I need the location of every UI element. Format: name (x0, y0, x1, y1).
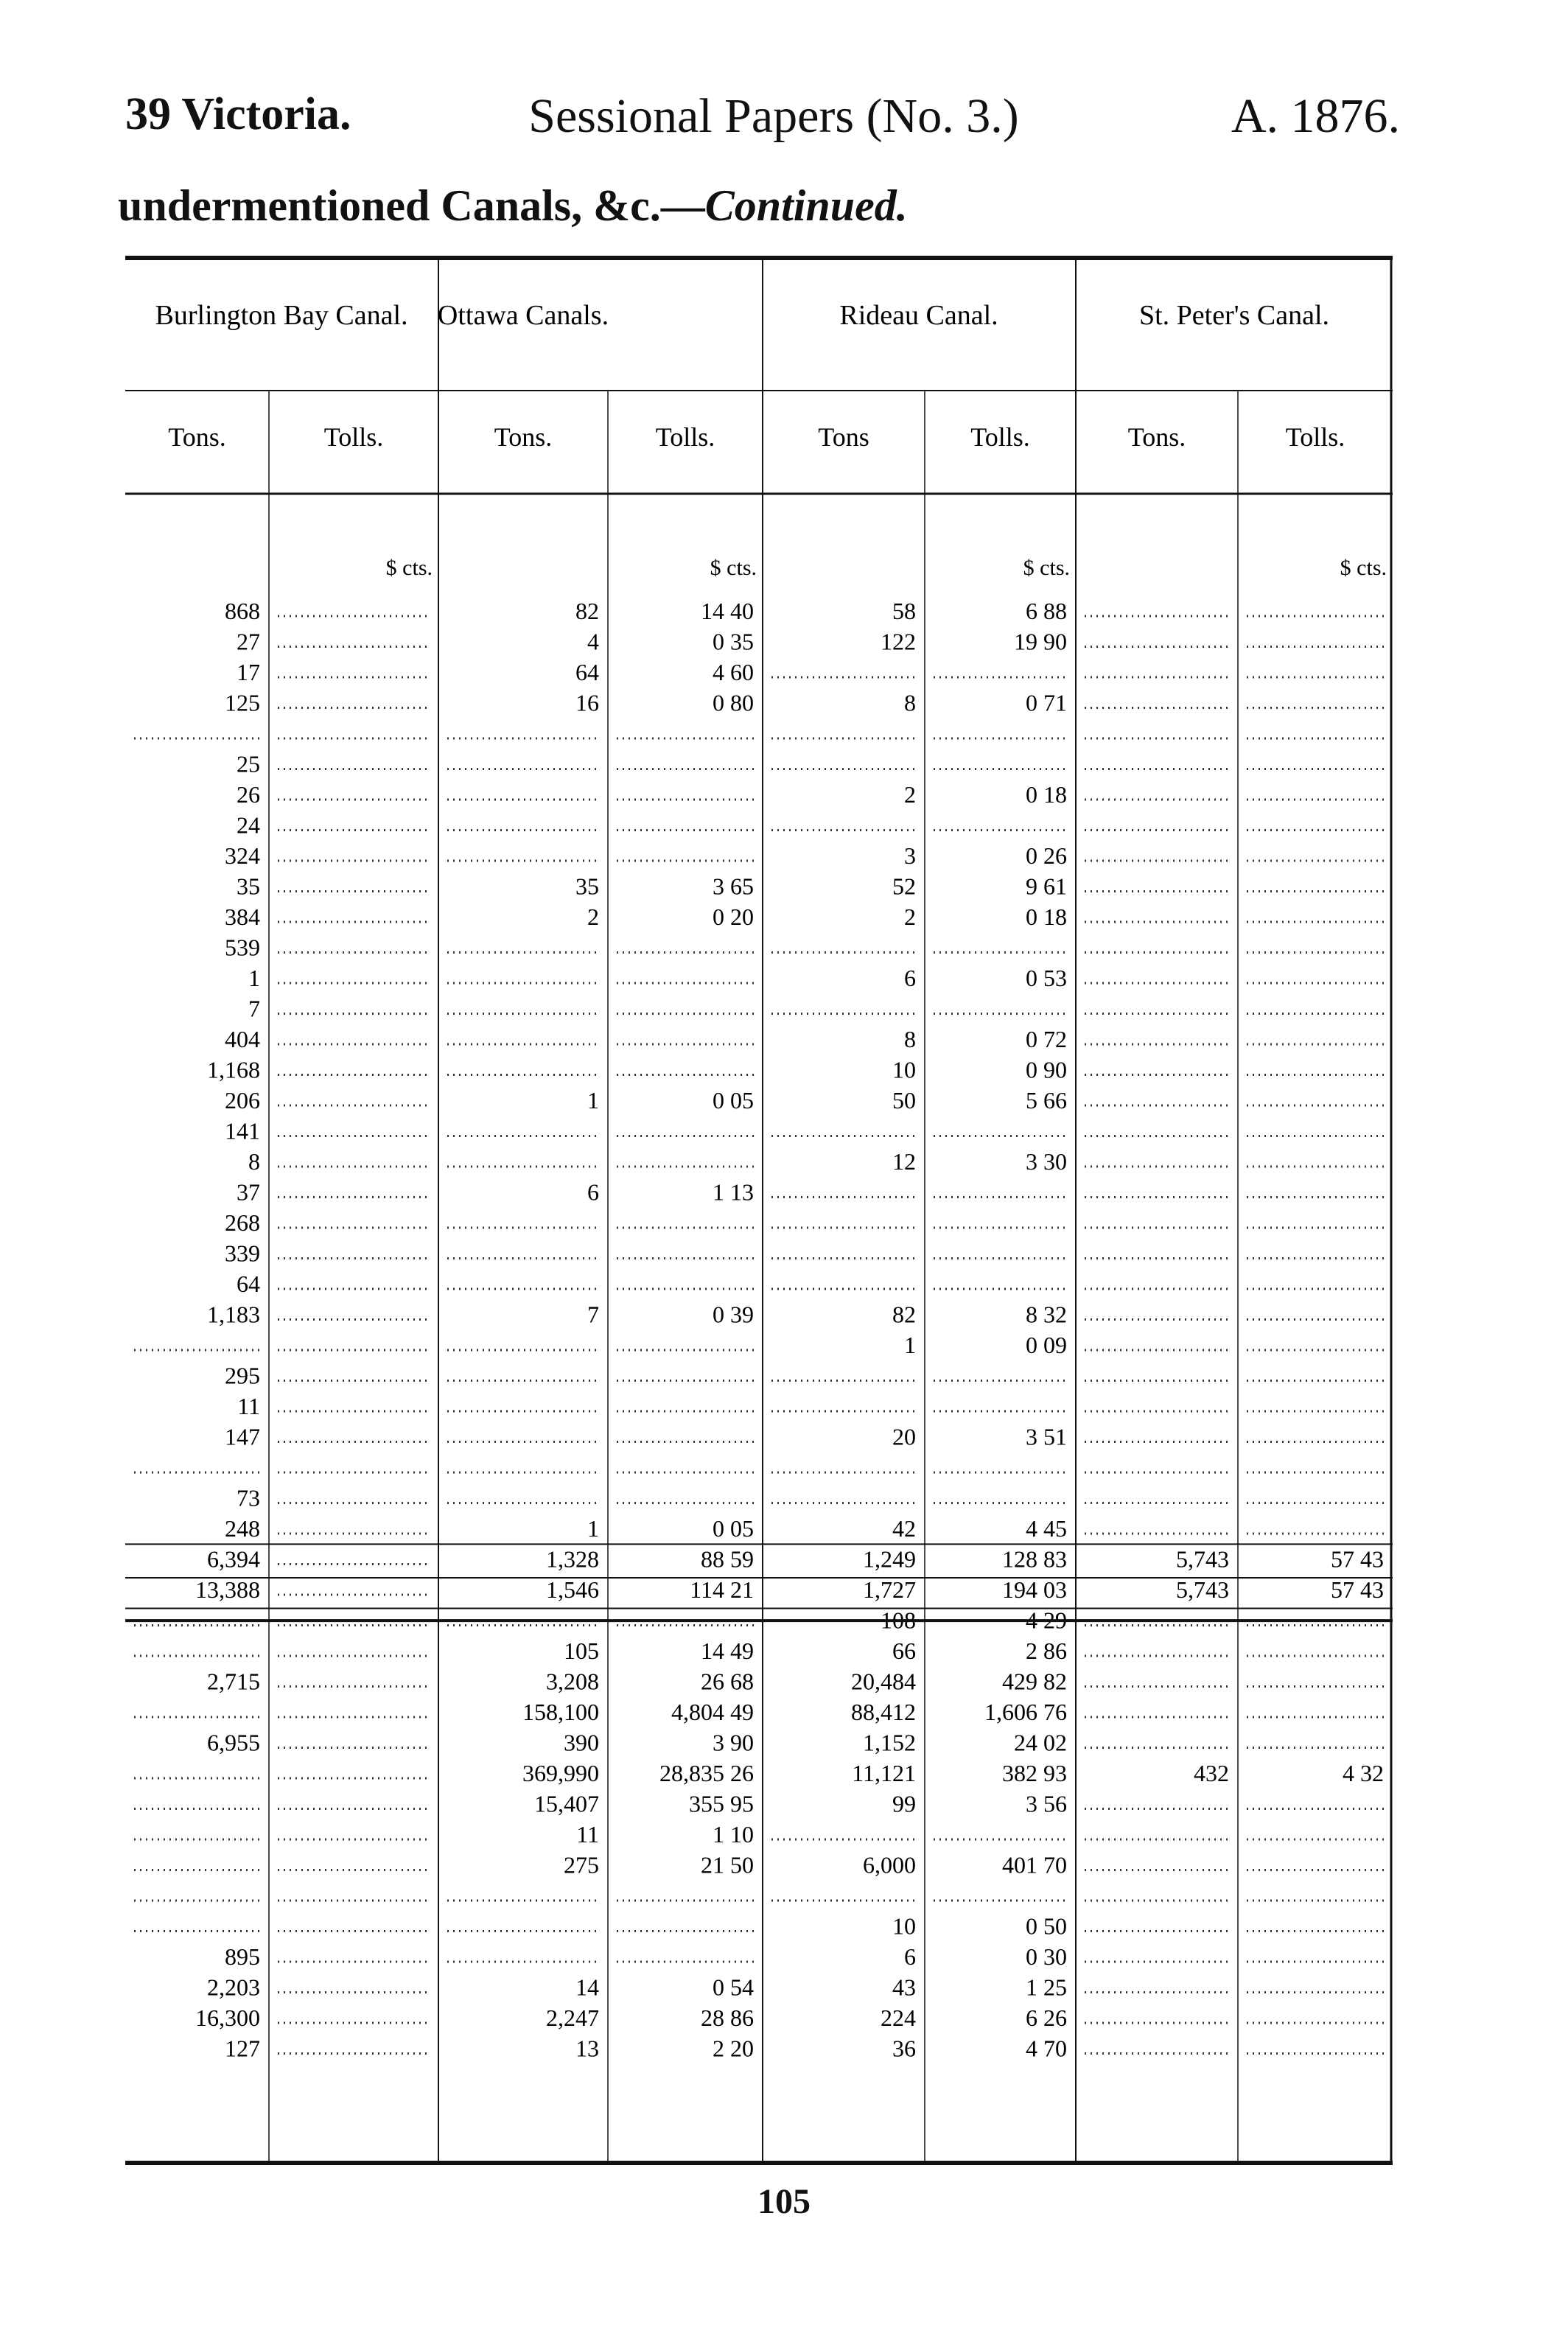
table-cell: 1,328 (546, 1545, 599, 1573)
table-cell: 6 26 (1026, 2004, 1067, 2031)
table-cell: 66 (892, 1637, 916, 1664)
table-cell: 1,546 (546, 1576, 599, 1603)
table-cell: 8 (248, 1148, 260, 1175)
table-cell: 1,152 (863, 1729, 916, 1756)
table-cell: 64 (575, 659, 599, 685)
subtitle-main: undermentioned Canals, &c.— (118, 181, 705, 230)
table-cell: 12 (892, 1148, 916, 1175)
group-header: St. Peter's Canal. (1138, 300, 1330, 331)
column-header: Tolls. (323, 422, 384, 452)
table-cell: 355 95 (689, 1790, 754, 1817)
table-cell: 10 (892, 1056, 916, 1083)
table-cell: 24 02 (1014, 1729, 1067, 1756)
table-cell: 25 (237, 750, 260, 777)
table-cell: 99 (892, 1790, 916, 1817)
table-cell: 868 (225, 598, 260, 624)
table-cell: 6 (904, 1943, 916, 1970)
table-cell: 7 (587, 1301, 599, 1328)
table-cell: 1,249 (863, 1545, 916, 1573)
table-cell: 57 43 (1331, 1545, 1384, 1573)
table-cell: 275 (564, 1851, 599, 1878)
table-cell: 2 (587, 903, 599, 930)
table-cell: 8 32 (1026, 1301, 1067, 1328)
table-cell: 248 (225, 1515, 260, 1542)
table-cell: 0 71 (1026, 689, 1067, 716)
table-cell: 0 18 (1026, 781, 1067, 808)
table-cell: 43 (892, 1974, 916, 2001)
table-cell: 50 (892, 1087, 916, 1114)
table-cell: 339 (225, 1240, 260, 1267)
table-cell: 0 54 (713, 1974, 754, 2001)
table-cell: 14 49 (701, 1637, 754, 1664)
table-cell: 382 93 (1002, 1760, 1067, 1786)
column-header: Tons. (494, 422, 553, 452)
table-cell: 1 (587, 1087, 599, 1114)
table-cell: 128 83 (1002, 1545, 1067, 1573)
table-cell: 2 20 (713, 2035, 754, 2062)
table-cell: 21 50 (701, 1851, 754, 1878)
table-cell: 5,743 (1176, 1576, 1229, 1603)
table-cell: 0 05 (713, 1515, 754, 1542)
table-cell: 3 56 (1026, 1790, 1067, 1817)
table-cell: 5,743 (1176, 1545, 1229, 1573)
table-cell: 8 (904, 1026, 916, 1052)
table-cell: 3 90 (713, 1729, 754, 1756)
table-cell: 4 32 (1343, 1760, 1384, 1786)
table-cell: 82 (575, 598, 599, 624)
table-cell: 73 (237, 1484, 260, 1511)
table-cell: 82 (892, 1301, 916, 1328)
table-cell: 0 20 (713, 903, 754, 930)
column-header: Tons (818, 422, 869, 452)
table-cell: 16 (575, 689, 599, 716)
table-cell: 4,804 49 (671, 1699, 754, 1725)
header-year: A. 1876. (1231, 89, 1400, 143)
table-cell: 0 09 (1026, 1332, 1067, 1358)
table-cell: 1 (904, 1332, 916, 1358)
table-cell: 1,183 (207, 1301, 260, 1328)
table-cell: 3,208 (546, 1668, 599, 1695)
table-cell: 4 (587, 628, 599, 655)
table-cell: 384 (225, 903, 260, 930)
table-cell: 2,247 (546, 2004, 599, 2031)
table-cell: 42 (892, 1515, 916, 1542)
table-cell: 8 (904, 689, 916, 716)
table-cell: 1,168 (207, 1056, 260, 1083)
table-cell: 13 (575, 2035, 599, 2062)
table-cell: 57 43 (1331, 1576, 1384, 1603)
table-cell: 401 70 (1002, 1851, 1067, 1878)
table-cell: 6,394 (207, 1545, 260, 1573)
table-cell: 64 (237, 1270, 260, 1297)
table-cell: 158,100 (522, 1699, 599, 1725)
table-cell: 1 10 (713, 1821, 754, 1848)
table-cell: 429 82 (1002, 1668, 1067, 1695)
column-header: Tolls. (970, 422, 1030, 452)
table-cell: 7 (248, 995, 260, 1022)
table-cell: 125 (225, 689, 260, 716)
group-header: Ottawa Canals. (437, 300, 609, 331)
table-cell: 2 86 (1026, 1637, 1067, 1664)
table-cell: 432 (1194, 1760, 1229, 1786)
table-cell: 20,484 (851, 1668, 916, 1695)
table-cell: 1,727 (863, 1576, 916, 1603)
table-cell: 11 (576, 1821, 599, 1848)
table-cell: 3 65 (713, 873, 754, 900)
column-header: Tons. (168, 422, 226, 452)
table-cell: 16,300 (195, 2004, 260, 2031)
table-cell: 324 (225, 842, 260, 869)
table-cell: 0 26 (1026, 842, 1067, 869)
table-cell: 9 61 (1026, 873, 1067, 900)
column-header: Tons. (1127, 422, 1186, 452)
table-cell: 11,121 (852, 1760, 916, 1786)
table-cell: 36 (892, 2035, 916, 2062)
table-cell: 5 66 (1026, 1087, 1067, 1114)
table-cell: 15,407 (534, 1790, 599, 1817)
currency-unit-label: $ cts. (1023, 556, 1070, 580)
table-cell: 194 03 (1002, 1576, 1067, 1603)
table-cell: 295 (225, 1362, 260, 1389)
table-cell: 37 (237, 1178, 260, 1206)
currency-unit-label: $ cts. (710, 556, 757, 580)
table-cell: 539 (225, 934, 260, 961)
table-cell: 3 30 (1026, 1148, 1067, 1175)
table-cell: 114 21 (690, 1576, 754, 1603)
table-cell: 6 88 (1026, 598, 1067, 624)
column-header: Tolls. (1285, 422, 1345, 452)
column-header: Tolls. (655, 422, 715, 452)
table-cell: 268 (225, 1209, 260, 1236)
table-cell: 127 (225, 2035, 260, 2062)
table-cell: 24 (237, 811, 260, 839)
table-cell: 17 (237, 659, 260, 685)
table-cell: 122 (881, 628, 916, 655)
table-cell: 369,990 (522, 1760, 599, 1786)
table-cell: 14 (575, 1974, 599, 2001)
table-cell: 141 (225, 1117, 260, 1144)
table-cell: 6 (587, 1178, 599, 1206)
table-cell: 27 (237, 628, 260, 655)
table-cell: 4 45 (1026, 1515, 1067, 1542)
table-cell: 10 (892, 1912, 916, 1940)
table-cell: 1 25 (1026, 1974, 1067, 2001)
table-cell: 404 (225, 1026, 260, 1052)
table-cell: 2,203 (207, 1974, 260, 2001)
table-cell: 0 90 (1026, 1056, 1067, 1083)
table-cell: 0 39 (713, 1301, 754, 1328)
table-cell: 206 (225, 1087, 260, 1114)
table-cell: 1 (587, 1515, 599, 1542)
page-number: 105 (757, 2182, 811, 2221)
header-volume: 39 Victoria. (125, 89, 351, 139)
table-cell: 2 (904, 903, 916, 930)
currency-unit-label: $ cts. (1340, 556, 1387, 580)
table-cell: 147 (225, 1423, 260, 1450)
table-cell: 2 (904, 781, 916, 808)
table-cell: 88,412 (851, 1699, 916, 1725)
canal-tolls-table (125, 251, 1393, 2167)
table-cell: 88 59 (701, 1545, 754, 1573)
table-cell: 0 05 (713, 1087, 754, 1114)
table-cell: 0 80 (713, 689, 754, 716)
table-cell: 28 86 (701, 2004, 754, 2031)
table-cell: 6,000 (863, 1851, 916, 1878)
table-cell: 3 51 (1026, 1423, 1067, 1450)
table-cell: 105 (564, 1637, 599, 1664)
table-cell: 6,955 (207, 1729, 260, 1756)
table-cell: 108 (881, 1607, 916, 1634)
table-cell: 14 40 (701, 598, 754, 624)
group-header: Burlington Bay Canal. (155, 300, 408, 331)
table-cell: 35 (237, 873, 260, 900)
table-cell: 4 29 (1026, 1607, 1067, 1634)
table-cell: 2,715 (207, 1668, 260, 1695)
table-cell: 35 (575, 873, 599, 900)
table-cell: 0 18 (1026, 903, 1067, 930)
table-cell: 4 70 (1026, 2035, 1067, 2062)
table-cell: 0 72 (1026, 1026, 1067, 1052)
table-cell: 0 35 (713, 628, 754, 655)
header-title: Sessional Papers (No. 3.) (528, 89, 1019, 143)
table-cell: 1 13 (713, 1178, 754, 1206)
table-cell: 26 68 (701, 1668, 754, 1695)
table-cell: 26 (237, 781, 260, 808)
table-cell: 1 (248, 965, 260, 991)
table-cell: 895 (225, 1943, 260, 1970)
table-cell: 0 50 (1026, 1912, 1067, 1940)
table-cell: 20 (892, 1423, 916, 1450)
table-cell: 6 (904, 965, 916, 991)
table-cell: 13,388 (195, 1576, 260, 1603)
table-cell: 0 30 (1026, 1943, 1067, 1970)
table-cell: 390 (564, 1729, 599, 1756)
table-cell: 28,835 26 (659, 1760, 754, 1786)
currency-unit-label: $ cts. (385, 556, 433, 580)
table-subtitle (118, 181, 908, 231)
table-cell: 11 (237, 1393, 260, 1419)
table-cell: 58 (892, 598, 916, 624)
subtitle-continued: Continued. (704, 181, 908, 230)
table-cell: 0 53 (1026, 965, 1067, 991)
group-header: Rideau Canal. (839, 300, 998, 331)
table-cell: 3 (904, 842, 916, 869)
table-cell: 19 90 (1014, 628, 1067, 655)
table-cell: 1,606 76 (984, 1699, 1067, 1725)
table-cell: 52 (892, 873, 916, 900)
table-cell: 224 (881, 2004, 916, 2031)
table-cell: 4 60 (713, 659, 754, 685)
